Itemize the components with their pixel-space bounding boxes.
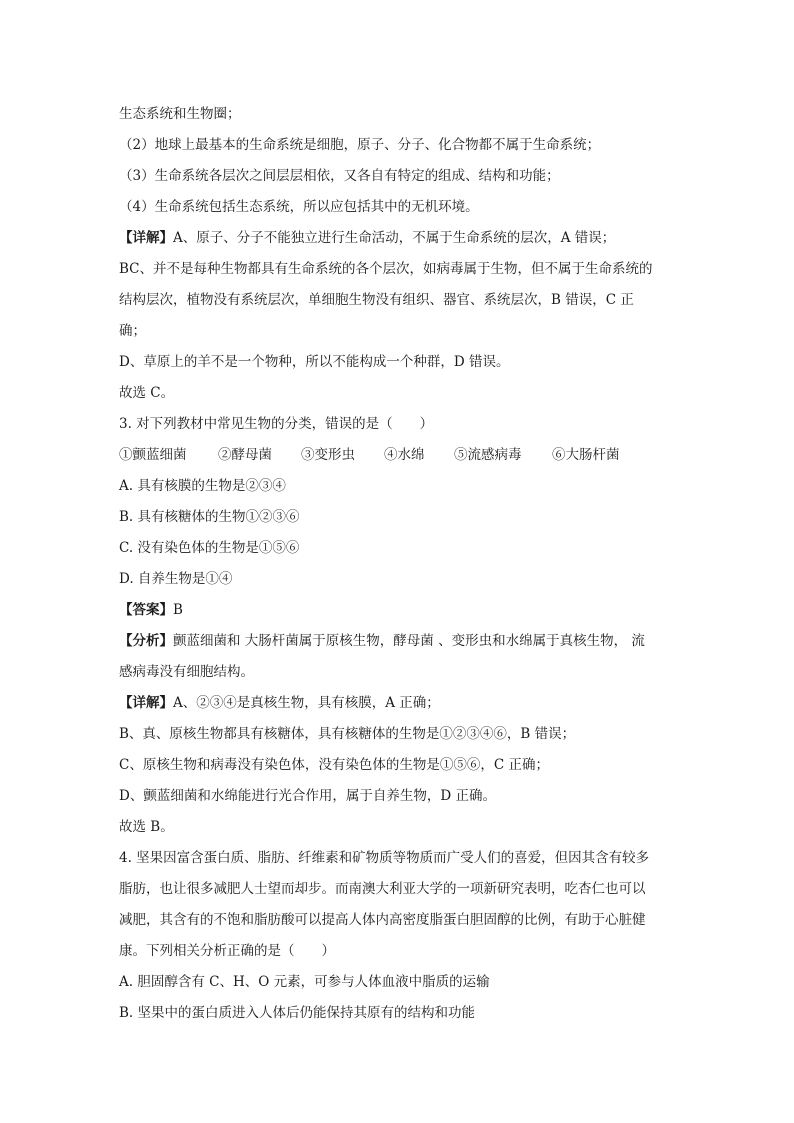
paragraph-line: 结构层次，植物没有系统层次，单细胞生物没有组织、器官、系统层次，B 错误，C 正 [119, 292, 634, 308]
question-stem: 康。下列相关分析正确的是（ ） [119, 943, 335, 959]
item: ②酵母菌 [218, 447, 272, 463]
conclusion-line: 故选 C。 [119, 385, 175, 401]
detail-text: A、原子、分子不能独立进行生命活动，不属于生命系统的层次，A 错误； [173, 230, 616, 246]
paragraph-line: 确； [119, 323, 146, 339]
detail-line [119, 229, 679, 247]
paragraph-line: （3）生命系统各层次之间层层相依，又各自有特定的组成、结构和功能； [119, 168, 560, 184]
analysis-line [119, 632, 679, 650]
analysis-text: 颤蓝细菌和 大肠杆菌属于原核生物，酵母菌 、变形虫和水绵属于真核生物， 流 [173, 633, 645, 649]
question-stem: 3. 对下列教材中常见生物的分类，错误的是（ ） [119, 416, 434, 432]
item: ③变形虫 [301, 447, 355, 463]
paragraph-line: （4）生命系统包括生态系统，所以应包括其中的无机环境。 [119, 199, 479, 215]
question-stem: 脂肪，也让很多减肥人士望而却步。而南澳大利亚大学的一项新研究表明，吃杏仁也可以 [119, 881, 646, 897]
question-stem: 4. 坚果因富含蛋白质、脂肪、纤维素和矿物质等物质而广受人们的喜爱，但因其含有较多 [119, 850, 650, 866]
answer-line [119, 601, 679, 619]
answer-value: B [173, 602, 183, 618]
detail-line: B、真、原核生物都具有核糖体，具有核糖体的生物是①②③④⑥，B 错误； [119, 726, 576, 742]
detail-line [119, 694, 679, 712]
option-d: D. 自养生物是①④ [119, 571, 233, 587]
option-c: C. 没有染色体的生物是①⑤⑥ [119, 540, 300, 556]
option-a: A. 具有核膜的生物是②③④ [119, 478, 286, 494]
detail-line: D、颤蓝细菌和水绵能进行光合作用，属于自养生物，D 正确。 [119, 788, 496, 804]
analysis-tag: 【分析】 [119, 633, 173, 649]
item: ⑥大肠杆菌 [552, 447, 620, 463]
item: ①颤蓝细菌 [119, 447, 187, 463]
option-a: A. 胆固醇含有 C、H、O 元素，可参与人体血液中脂质的运输 [119, 974, 490, 990]
detail-tag: 【详解】 [119, 230, 173, 246]
answer-tag: 【答案】 [119, 602, 173, 618]
option-b: B. 具有核糖体的生物①②③⑥ [119, 509, 300, 525]
question-stem: 减肥，其含有的不饱和脂肪酸可以提高人体内高密度脂蛋白胆固醇的比例，有助于心脏健 [119, 912, 646, 928]
detail-text: A、②③④是真核生物，具有核膜，A 正确； [173, 695, 440, 711]
item-list [119, 446, 679, 464]
detail-line: C、原核生物和病毒没有染色体，没有染色体的生物是①⑤⑥，C 正确； [119, 757, 549, 773]
item: ④水绵 [384, 447, 425, 463]
paragraph-line: （2）地球上最基本的生命系统是细胞，原子、分子、化合物都不属于生命系统； [119, 137, 601, 153]
item: ⑤流感病毒 [454, 447, 522, 463]
option-b: B. 坚果中的蛋白质进入人体后仍能保持其原有的结构和功能 [119, 1005, 476, 1021]
paragraph-line: D、草原上的羊不是一个物种，所以不能构成一个种群，D 错误。 [119, 354, 510, 370]
analysis-line: 感病毒没有细胞结构。 [119, 664, 254, 680]
detail-tag: 【详解】 [119, 695, 173, 711]
conclusion-line: 故选 B。 [119, 819, 174, 835]
paragraph-line: BC、并不是每种生物都具有生命系统的各个层次，如病毒属于生物，但不属于生命系统的 [119, 261, 653, 277]
paragraph-line: 生态系统和生物圈； [119, 106, 241, 122]
